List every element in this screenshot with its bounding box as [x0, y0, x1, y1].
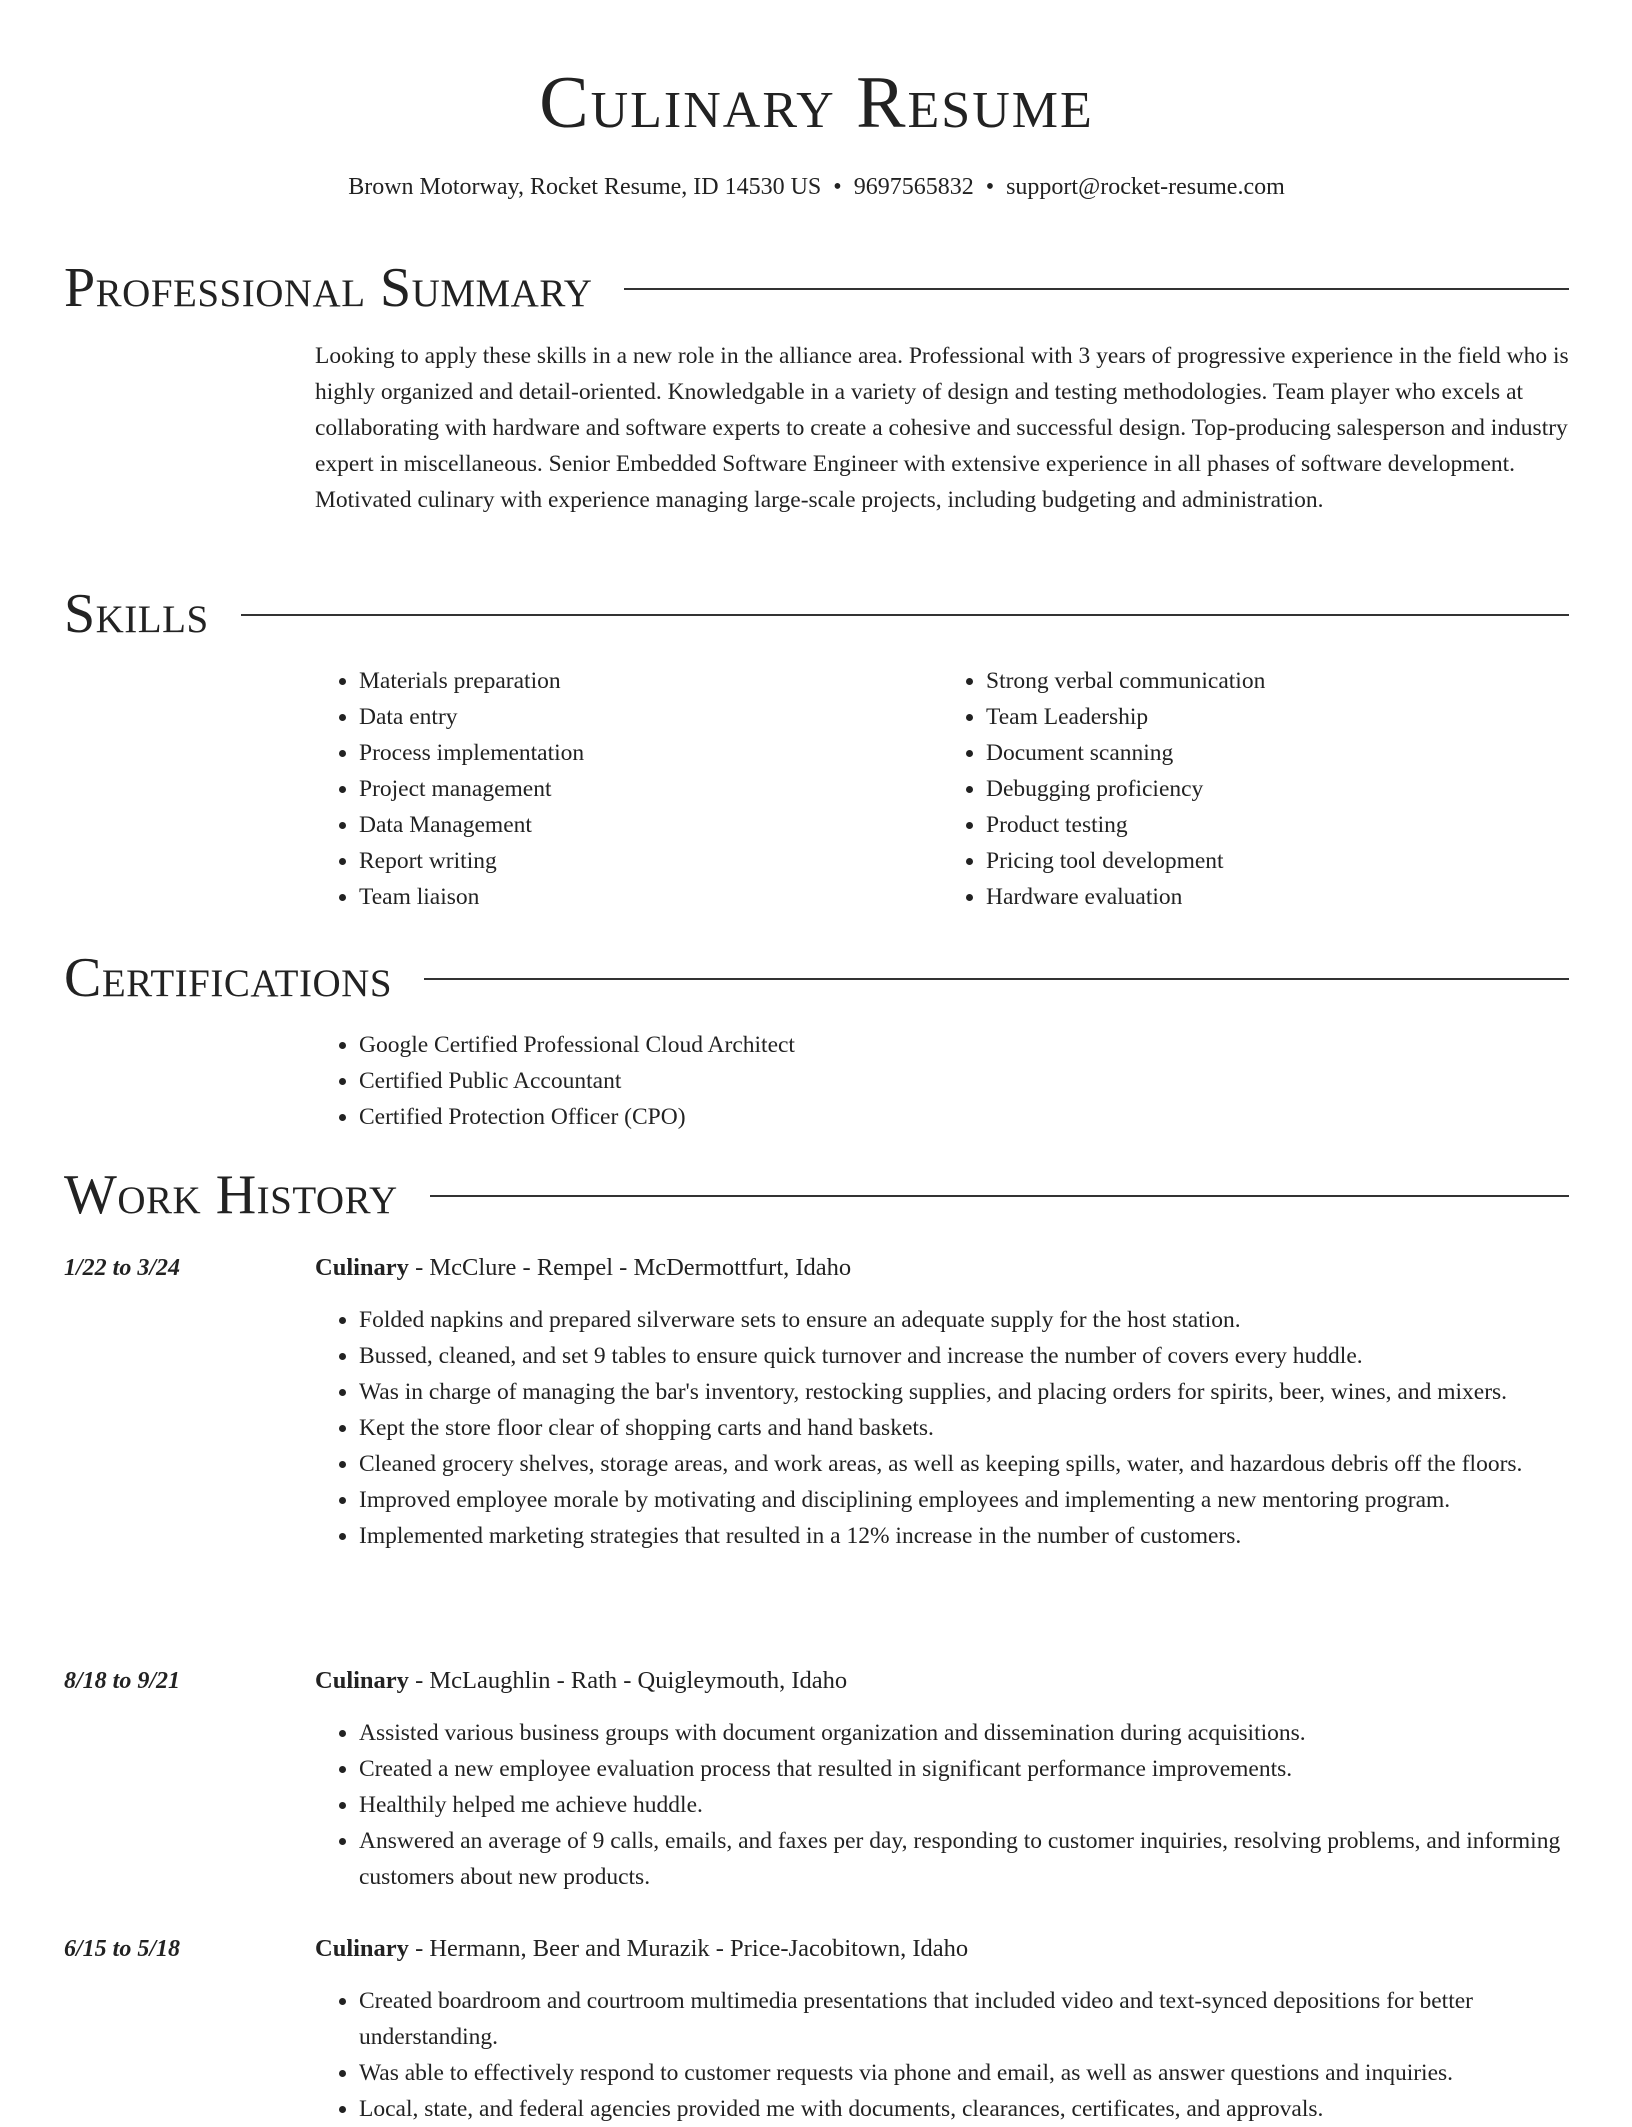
list-item: • Report writing [359, 843, 942, 879]
list-item: • Product testing [986, 807, 1569, 843]
list-item: • Materials preparation [359, 663, 942, 699]
job-detail [315, 1250, 1569, 1554]
list-item: • Was able to effectively respond to customer requests via phone and email, as well as answer questions and inquiries. [359, 2055, 1569, 2091]
job-company: - McClure - Rempel - McDermottfurt, Idaho [408, 1254, 852, 1281]
list-item: • Hardware evaluation [986, 879, 1569, 915]
job-heading [315, 1663, 1569, 1699]
job-dates: 1/22 to 3/24 [64, 1255, 181, 1281]
list-item: • Created a new employee evaluation process that resulted in significant performance improvements. [359, 1751, 1569, 1787]
section-heading-certifications [64, 948, 1569, 1008]
list-item: • Data Management [359, 807, 942, 843]
list-item: • Team Leadership [986, 699, 1569, 735]
certifications-heading: Certifications [64, 947, 393, 1009]
resume-page [64, 0, 1569, 2122]
section-heading-summary [64, 258, 1569, 318]
job-title: Culinary [315, 1254, 409, 1281]
contact-address: Brown Motorway, Rocket Resume, ID 14530 US [348, 174, 822, 200]
skills-heading: Skills [64, 583, 209, 645]
list-item: • Answered an average of 9 calls, emails, and faxes per day, responding to customer inquiries, resolving problems, and informing customers about new products. [359, 1823, 1569, 1895]
section-divider [424, 978, 1569, 980]
list-item: • Implemented marketing strategies that resulted in a 12% increase in the number of customers. [359, 1518, 1569, 1554]
list-item: • Assisted various business groups with document organization and dissemination during acquisitions. [359, 1715, 1569, 1751]
job-bullets [315, 1715, 1569, 1895]
job-heading [315, 1931, 1569, 1967]
list-item: • Project management [359, 771, 942, 807]
list-item: • Data entry [359, 699, 942, 735]
skills-block [315, 663, 1569, 915]
job-bullets [315, 1983, 1569, 2127]
list-item: • Strong verbal communication [986, 663, 1569, 699]
list-item: • Local, state, and federal agencies provided me with documents, clearances, certificates, and approvals. [359, 2091, 1569, 2127]
list-item: • Certified Public Accountant [359, 1063, 1569, 1099]
skills-list-right [942, 663, 1569, 915]
section-heading-skills [64, 584, 1569, 644]
list-item: • Folded napkins and prepared silverware sets to ensure an adequate supply for the host station. [359, 1302, 1569, 1338]
contact-phone: 9697565832 [853, 174, 974, 200]
list-item: • Cleaned grocery shelves, storage areas, and work areas, as well as keeping spills, water, and hazardous debris off the floors. [359, 1446, 1569, 1482]
skills-list-left [315, 663, 942, 915]
list-item: • Bussed, cleaned, and set 9 tables to ensure quick turnover and increase the number of covers every huddle. [359, 1338, 1569, 1374]
work-history-heading: Work History [64, 1164, 398, 1226]
summary-block [315, 338, 1569, 518]
list-item: • Healthily helped me achieve huddle. [359, 1787, 1569, 1823]
job-title: Culinary [315, 1935, 409, 1962]
section-divider [624, 288, 1569, 290]
section-divider [241, 614, 1569, 616]
contact-separator: • [833, 174, 842, 200]
list-item: • Pricing tool development [986, 843, 1569, 879]
contact-line [64, 172, 1569, 202]
list-item: • Debugging proficiency [986, 771, 1569, 807]
job-company: - McLaughlin - Rath - Quigleymouth, Idaho [408, 1667, 848, 1694]
job-dates: 8/18 to 9/21 [64, 1668, 181, 1694]
job-detail [315, 1663, 1569, 1895]
job-bullets [315, 1302, 1569, 1554]
certifications-block [315, 1027, 1569, 1135]
list-item: • Certified Protection Officer (CPO) [359, 1099, 1569, 1135]
list-item: • Document scanning [986, 735, 1569, 771]
list-item: • Google Certified Professional Cloud Architect [359, 1027, 1569, 1063]
list-item: • Was in charge of managing the bar's inventory, restocking supplies, and placing orders for spirits, beer, wines, and mixers. [359, 1374, 1569, 1410]
section-heading-work-history [64, 1165, 1569, 1225]
list-item: • Team liaison [359, 879, 942, 915]
job-detail [315, 1931, 1569, 2127]
list-item: • Improved employee morale by motivating and disciplining employees and implementing a new mentoring program. [359, 1482, 1569, 1518]
certifications-list [315, 1027, 1569, 1135]
list-item: • Kept the store floor clear of shopping carts and hand baskets. [359, 1410, 1569, 1446]
job-dates: 6/15 to 5/18 [64, 1936, 181, 1962]
summary-heading: Professional Summary [64, 257, 593, 319]
job-heading [315, 1250, 1569, 1286]
list-item: • Process implementation [359, 735, 942, 771]
summary-text: Looking to apply these skills in a new role in the alliance area. Professional with 3 years of progressive experience in the field who is highly organized and detail-oriented. Knowledgable in a variety of design and testing methodologies. Team player who excels at collaborating with hardware and software experts to create a cohesive and successful design. Top-producing salesperson and industry expert in miscellaneous. Senior Embedded Software Engineer with extensive experience in all phases of software development. Motivated culinary with experience managing large-scale projects, including budgeting and administration. [315, 343, 1569, 513]
list-item: • Created boardroom and courtroom multimedia presentations that included video and text-synced depositions for better understanding. [359, 1983, 1569, 2055]
resume-title: Culinary Resume [539, 62, 1094, 144]
contact-email: support@rocket-resume.com [1006, 174, 1285, 200]
contact-separator: • [985, 174, 995, 200]
section-divider [430, 1195, 1569, 1197]
job-title: Culinary [315, 1667, 409, 1694]
job-company: - Hermann, Beer and Murazik - Price-Jacobitown, Idaho [408, 1935, 969, 1962]
